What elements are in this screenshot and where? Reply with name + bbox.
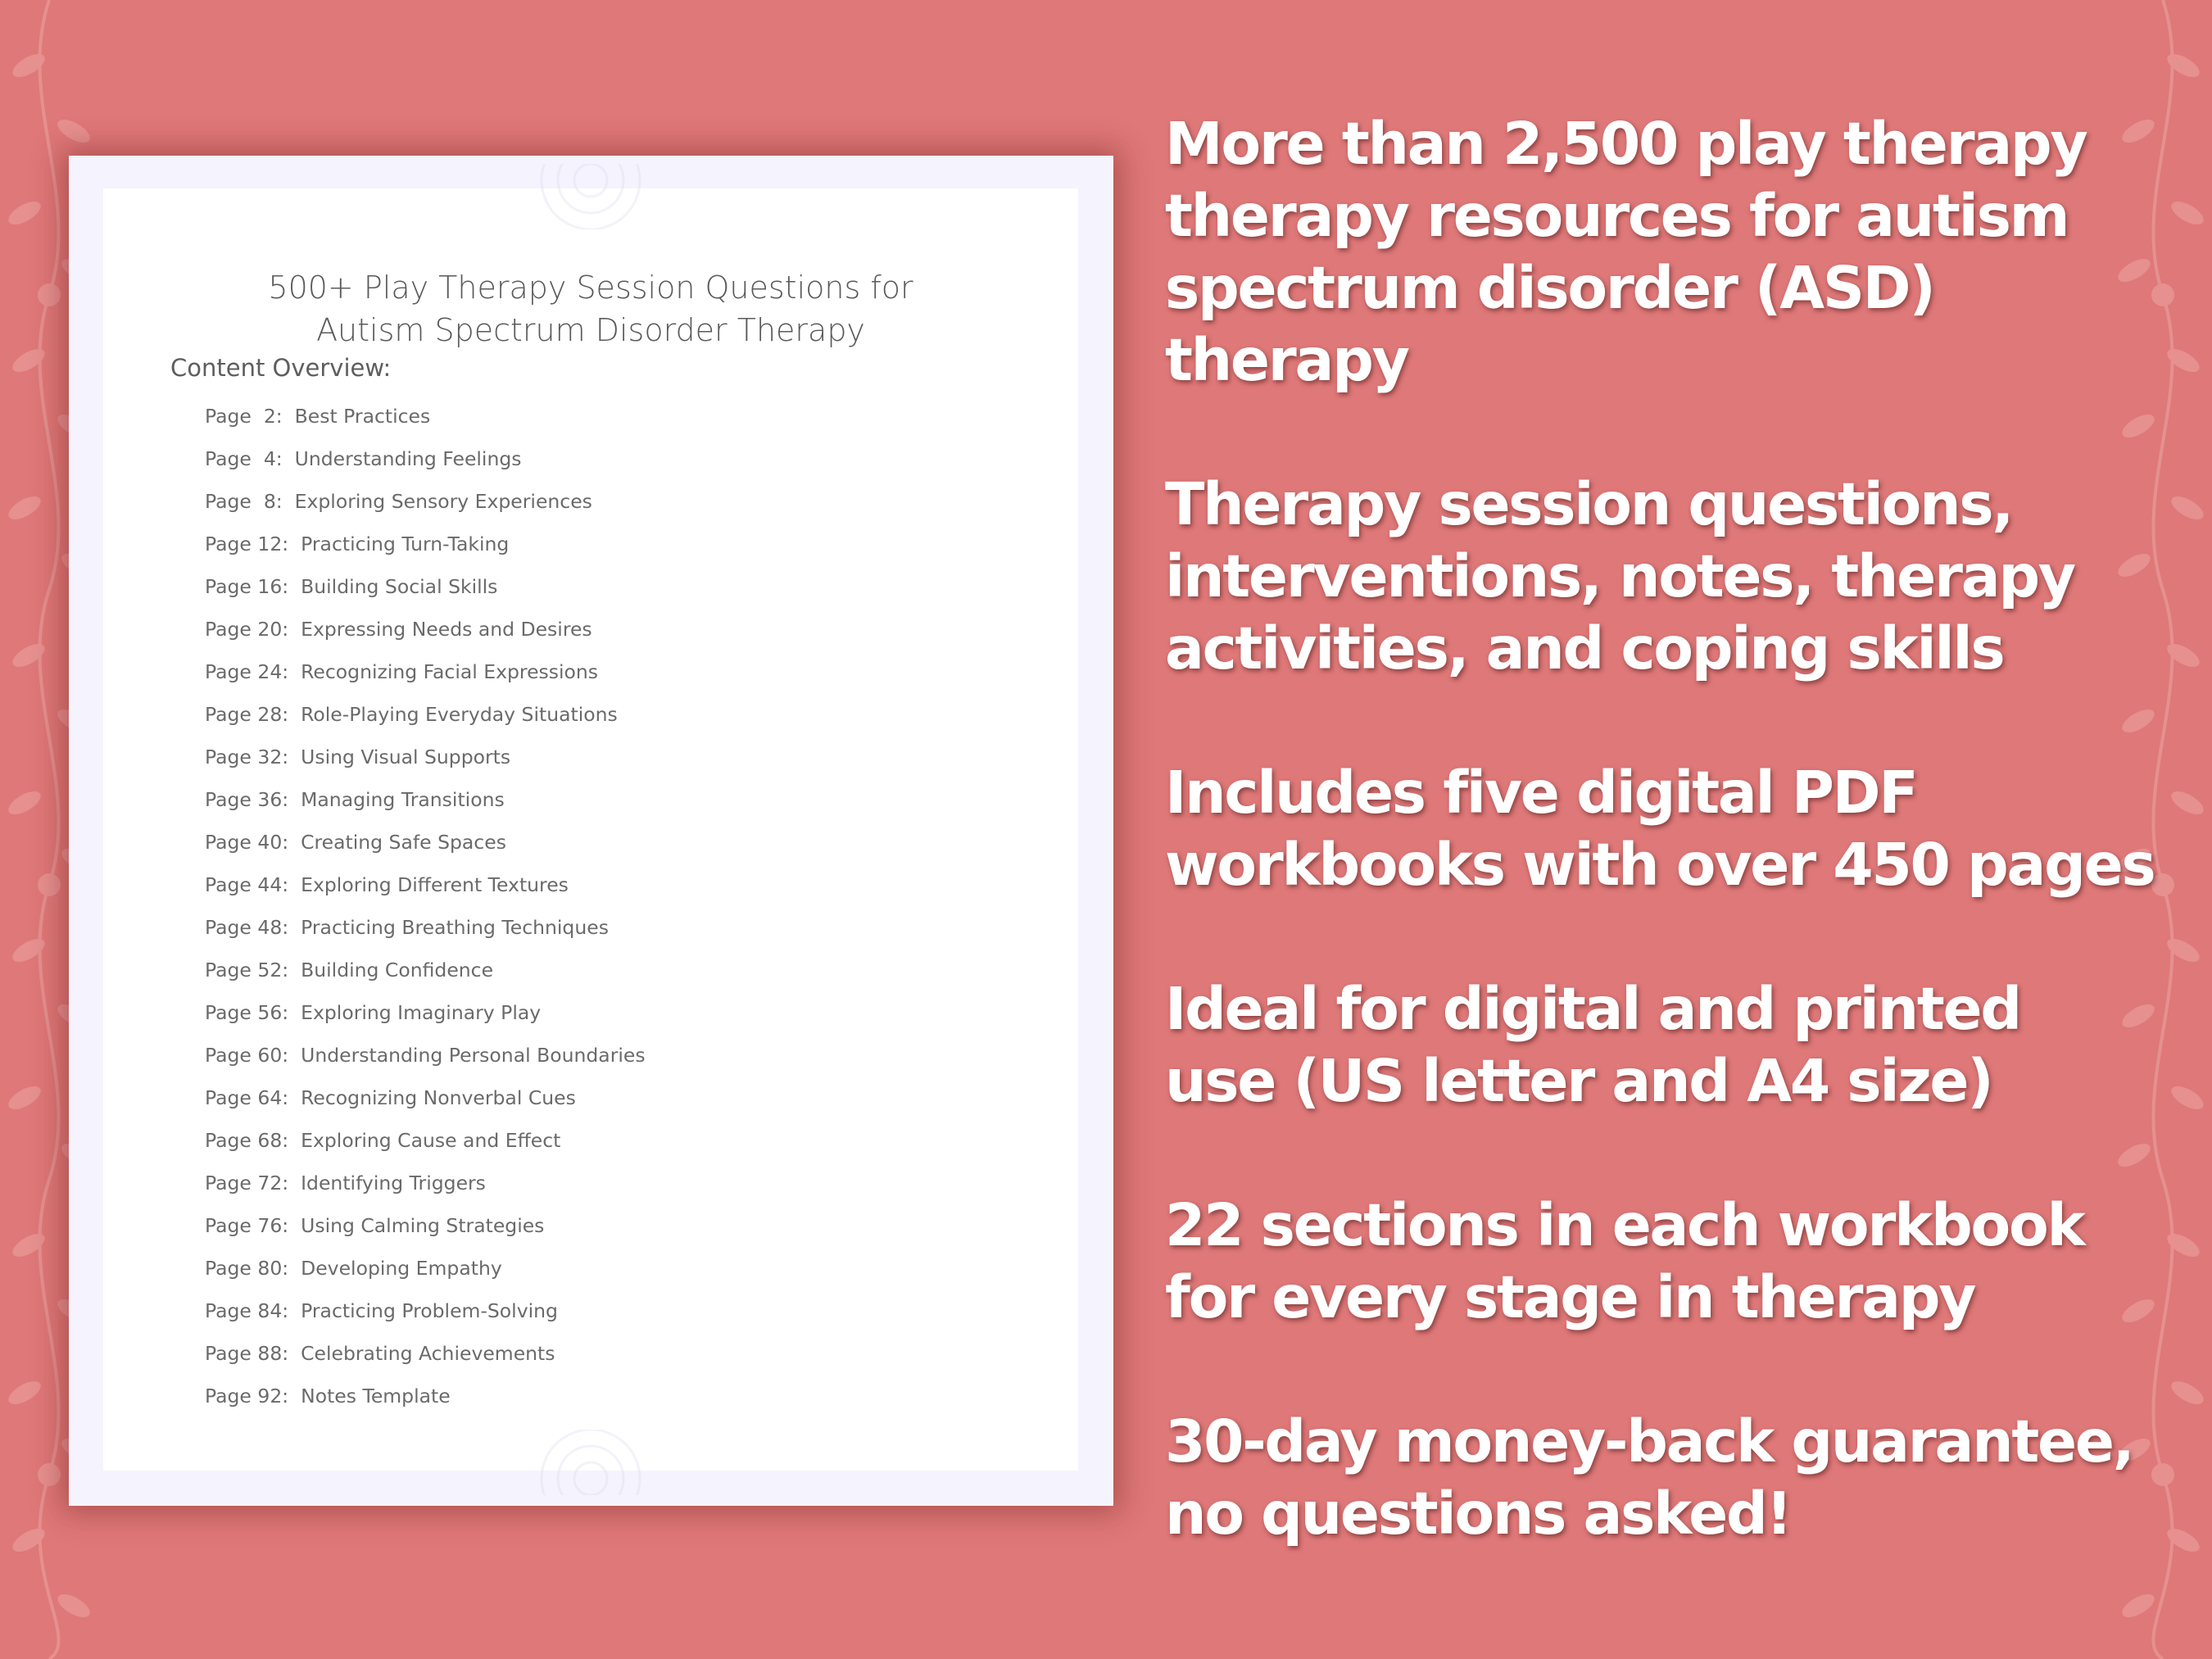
toc-item: Page 40: Creating Safe Spaces (205, 831, 506, 854)
feature-line: activities, and coping skills (1165, 614, 2004, 682)
workbook-title-line: Autism Spectrum Disorder Therapy (316, 312, 865, 348)
feature-line: no questions asked! (1165, 1480, 1791, 1548)
content-overview-label: Content Overview: (170, 354, 392, 382)
toc-item: Page 4: Understanding Feelings (205, 447, 522, 470)
feature-line: Therapy session questions, (1165, 470, 2013, 538)
feature-sections (1165, 1190, 2197, 1334)
toc-item: Page 92: Notes Template (205, 1385, 451, 1407)
toc-item: Page 88: Celebrating Achievements (205, 1342, 555, 1365)
toc-item: Page 2: Best Practices (205, 405, 431, 428)
toc-item: Page 8: Exploring Sensory Experiences (205, 490, 592, 513)
mandala-icon (472, 164, 709, 229)
toc-item: Page 36: Managing Transitions (205, 788, 505, 811)
workbook-title (103, 266, 1078, 351)
feature-line: 30-day money-back guarantee, (1165, 1407, 2133, 1475)
toc-item: Page 48: Practicing Breathing Techniques (205, 916, 609, 939)
toc-item: Page 68: Exploring Cause and Effect (205, 1129, 561, 1152)
feature-formats (1165, 973, 2197, 1117)
toc-item: Page 28: Role-Playing Everyday Situations (205, 703, 618, 726)
feature-line: Includes five digital PDF (1165, 759, 1917, 827)
feature-line: interventions, notes, therapy (1165, 542, 2074, 610)
feature-workbooks (1165, 757, 2197, 901)
workbook-preview (69, 156, 1113, 1506)
table-of-contents (205, 403, 646, 1426)
toc-item: Page 64: Recognizing Nonverbal Cues (205, 1086, 576, 1109)
feature-content-types (1165, 469, 2197, 685)
toc-item: Page 76: Using Calming Strategies (205, 1214, 545, 1237)
toc-item: Page 84: Practicing Problem-Solving (205, 1299, 558, 1322)
workbook-page (103, 188, 1078, 1471)
feature-line: therapy (1165, 326, 1408, 394)
feature-line: Ideal for digital and printed (1165, 975, 2020, 1043)
toc-item: Page 52: Building Confidence (205, 959, 494, 981)
toc-item: Page 32: Using Visual Supports (205, 746, 511, 768)
feature-line: spectrum disorder (ASD) (1165, 254, 1934, 322)
feature-list (1165, 108, 2197, 1622)
toc-item: Page 24: Recognizing Facial Expressions (205, 660, 599, 683)
feature-line: More than 2,500 play therapy (1165, 110, 2087, 178)
toc-item: Page 16: Building Social Skills (205, 575, 498, 598)
toc-item: Page 60: Understanding Personal Boundaries (205, 1044, 646, 1067)
feature-line: for every stage in therapy (1165, 1263, 1975, 1331)
feature-guarantee (1165, 1406, 2197, 1550)
toc-item: Page 20: Expressing Needs and Desires (205, 618, 592, 641)
toc-item: Page 44: Exploring Different Textures (205, 873, 569, 896)
toc-item: Page 72: Identifying Triggers (205, 1172, 486, 1194)
toc-item: Page 12: Practicing Turn-Taking (205, 533, 510, 555)
toc-item: Page 56: Exploring Imaginary Play (205, 1001, 542, 1024)
feature-line: use (US letter and A4 size) (1165, 1047, 1992, 1115)
feature-line: 22 sections in each workbook (1165, 1191, 2084, 1259)
mandala-icon (472, 1430, 709, 1495)
feature-line: therapy resources for autism (1165, 182, 2069, 250)
workbook-title-line: 500+ Play Therapy Session Questions for (268, 270, 913, 306)
feature-line: workbooks with over 450 pages (1165, 831, 2155, 899)
toc-item: Page 80: Developing Empathy (205, 1257, 502, 1280)
feature-resources (1165, 108, 2197, 397)
